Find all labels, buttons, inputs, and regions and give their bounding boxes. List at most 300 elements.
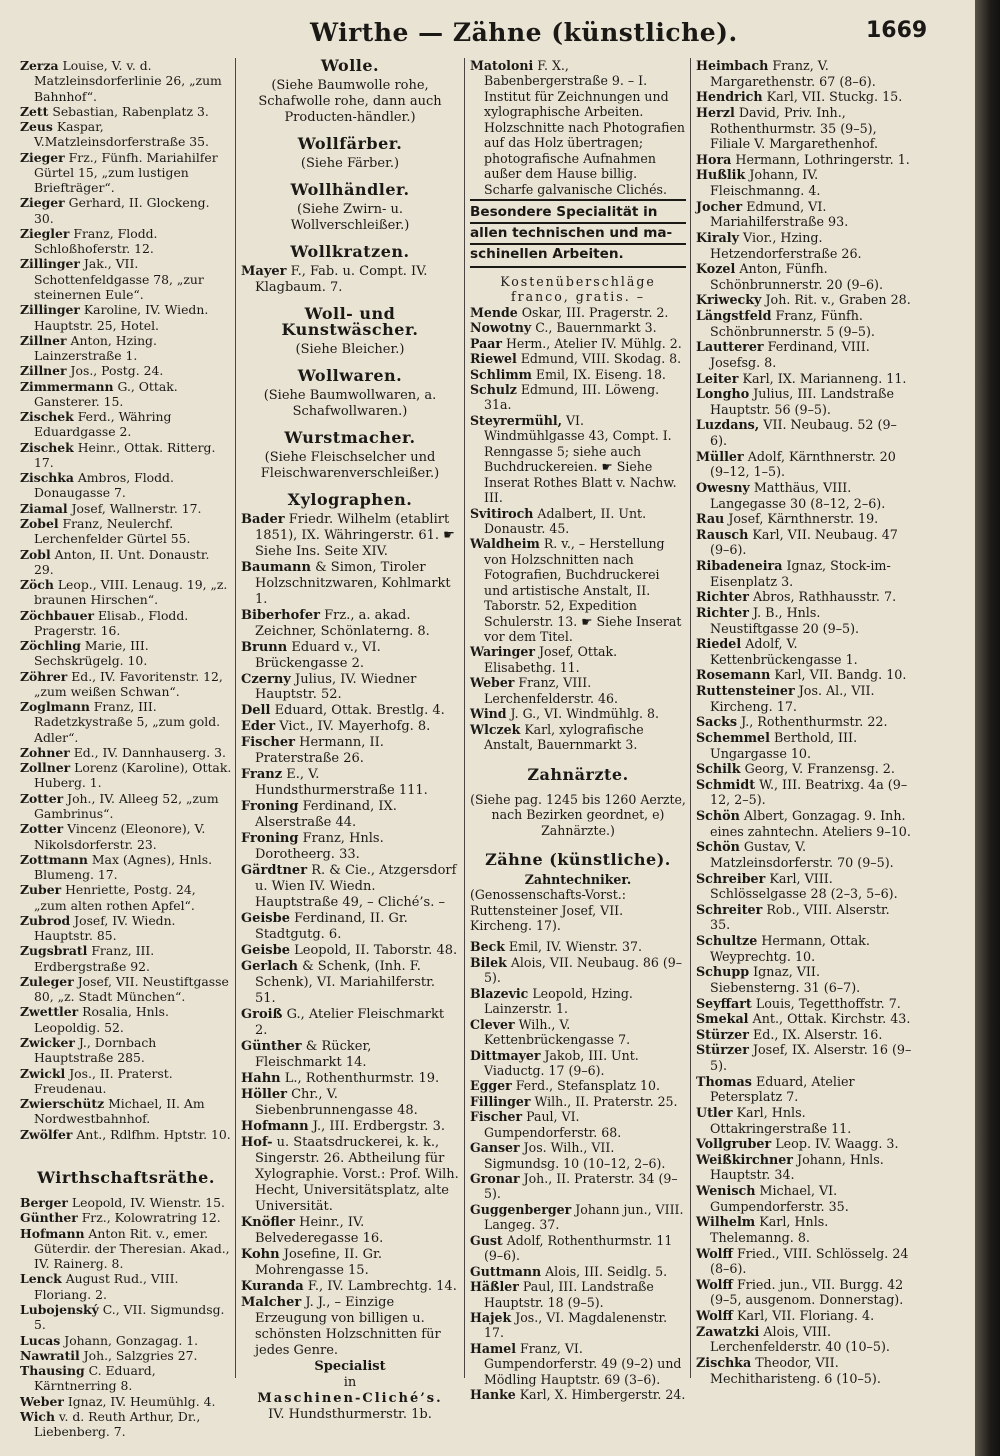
directory-entry (241, 735, 459, 767)
entry-name: Blazevic (470, 985, 529, 1001)
directory-entry (470, 675, 686, 706)
entry-text: Ed., IV. Dannhauserg. 3. (73, 744, 226, 760)
column-3 (470, 58, 686, 1403)
directory-entry (20, 1195, 232, 1210)
entry-name: Hofmann (241, 1119, 309, 1135)
directory-entry (696, 871, 912, 902)
directory-entry (20, 913, 232, 944)
entry-name: Hamel (470, 1340, 517, 1356)
section-heading-zaehne: Zähne (künstliche). (485, 850, 671, 870)
directory-entry (696, 1246, 912, 1277)
directory-entry (20, 638, 232, 669)
entry-name: Schön (696, 808, 740, 823)
entry-name: Wlczek (470, 721, 521, 737)
entry-name: Thomas (696, 1073, 752, 1089)
entry-name: Froning (241, 831, 299, 847)
entry-name: Wilhelm (696, 1214, 756, 1230)
entry-name: Zottmann (20, 851, 88, 867)
entry-name: Rausch (696, 526, 749, 542)
entry-name: Zischek (20, 439, 74, 455)
entry-name: Czerny (241, 671, 291, 687)
entry-name: Müller (696, 448, 744, 464)
entry-name: Schmidt (696, 776, 756, 792)
column-2 (241, 58, 459, 1423)
entry-text: Ant., Rdlfhm. Hptstr. 10. (76, 1126, 231, 1142)
directory-entry (20, 1226, 232, 1272)
entry-name: Zeus (20, 119, 53, 135)
directory-entry (696, 1355, 912, 1386)
entry-name: Gerlach (241, 959, 298, 975)
directory-entry (696, 558, 912, 589)
directory-entry (696, 839, 912, 870)
entry-text: Josef, VII. Neustiftgasse 80, „z. Stadt München“. (34, 973, 229, 1005)
entry-name: Steyrermühl, (470, 412, 562, 428)
entry-text: VII. Neubaug. 52 (9–6). (710, 417, 897, 448)
section-heading-zahnaerzte: Zahnärzte. (527, 764, 629, 784)
entry-name: Kriwecky (696, 292, 762, 308)
entry-text: VI. Windmühlgasse 43, Compt. I. Renngasse 5; siehe auch Buchdruckereien. ☛ Siehe Inserat Rothes Blatt v. Nachw. III. (484, 412, 677, 506)
entry-name: Dittmayer (470, 1047, 541, 1063)
entry-text: Leop., VIII. Lenaug. 19, „z. braunen Hirschen“. (34, 577, 228, 608)
entry-name: Schultze (696, 933, 758, 948)
entry-name: Hußlik (696, 167, 746, 183)
cross-reference: (Siehe Färber.) (300, 155, 400, 171)
entry-name: Leiter (696, 370, 739, 386)
directory-entry (470, 367, 686, 382)
directory-entry (696, 761, 912, 777)
entry-text: Karoline, IV. Wiedn. Hauptstr. 25, Hotel. (34, 302, 209, 333)
directory-entry (20, 577, 232, 608)
entry-name: Lubojenský (20, 1301, 99, 1317)
entry-text: Jos., II. Praterst. Freudenau. (34, 1065, 173, 1096)
directory-entry (470, 413, 686, 506)
directory-entry (470, 1171, 686, 1202)
entry-text: Ignaz, VII. Siebensterng. 31 (6–7). (710, 964, 861, 995)
entry-text: Eduard, Atelier Petersplatz 7. (710, 1073, 855, 1105)
entry-name: Nawratil (20, 1347, 80, 1363)
section-heading-wollhaendler: Wollhändler. (290, 179, 410, 199)
entry-text: Michael, VI. Gumpendorferstr. 35. (710, 1183, 849, 1214)
directory-entry (20, 1302, 232, 1333)
directory-entry (20, 943, 232, 974)
directory-entry (20, 150, 232, 196)
directory-entry (470, 1048, 686, 1079)
directory-entry (696, 933, 912, 964)
entry-text: Louis, Tegetthoffstr. 7. (755, 995, 901, 1011)
entry-text: Rob., VIII. Alserstr. 35. (710, 901, 890, 933)
entry-name: Eder (241, 719, 276, 735)
malcher-maschinen-cliches: Maschinen-Cliché’s. (257, 1390, 443, 1406)
entry-name: Zobl (20, 546, 51, 562)
entry-text: Gustav, V. Matzleinsdorferstr. 70 (9–5). (710, 839, 894, 870)
directory-entry (470, 320, 686, 335)
directory-entry (696, 89, 912, 105)
entry-name: Weißkirchner (696, 1151, 793, 1167)
entry-text: Anton, Hzing. Lainzerstraße 1. (34, 332, 157, 364)
directory-entry (470, 1202, 686, 1233)
entry-text: Karl, VIII. Schlösselgasse 28 (2–3, 5–6). (710, 870, 898, 902)
directory-entry (20, 760, 232, 791)
entry-name: Zugsbratl (20, 943, 88, 959)
directory-entry (241, 831, 459, 863)
entry-name: Zwierschütz (20, 1096, 105, 1112)
directory-entry (241, 640, 459, 672)
entry-text: Edmund, VI. Mariahilferstraße 93. (710, 198, 849, 230)
directory-entry (20, 699, 232, 745)
directory-entry (470, 722, 686, 753)
directory-entry (470, 1078, 686, 1093)
directory-entry (696, 230, 912, 261)
cost-estimate-note: Kostenüberschläge franco, gratis. – (500, 273, 656, 305)
banner-line: allen technischen und ma- (470, 222, 686, 243)
entry-name: Zöch (20, 577, 54, 593)
entry-text: Emil, IV. Wienstr. 37. (508, 939, 643, 955)
entry-text: Karl, IX. Marianneng. 11. (742, 370, 907, 386)
directory-entry (470, 986, 686, 1017)
directory-entry (20, 119, 232, 150)
directory-entry (20, 1210, 232, 1225)
entry-text: C. Eduard, Kärntnerring 8. (34, 1363, 156, 1394)
entry-name: Knöfler (241, 1214, 295, 1230)
directory-entry (696, 1214, 912, 1245)
directory-entry (470, 305, 686, 320)
directory-entry (241, 767, 459, 799)
entry-text: Ferd., Währing Eduardgasse 2. (34, 409, 172, 440)
entry-text: Vincenz (Eleonore), V. Nikolsdorferstr. 23. (34, 821, 206, 852)
directory-entry (20, 1035, 232, 1066)
entry-name: Schön (696, 839, 740, 855)
directory-entry (470, 1017, 686, 1048)
entry-name: Hofmann (20, 1225, 85, 1241)
entry-name: Lenck (20, 1271, 62, 1287)
entry-text: C., Bauernmarkt 3. (535, 320, 657, 336)
column-rule (235, 58, 236, 1378)
entry-text: Wilh., II. Praterstr. 25. (534, 1093, 678, 1109)
directory-entry (696, 605, 912, 636)
entry-name: Zieger (20, 149, 65, 165)
directory-entry (241, 672, 459, 704)
entry-text: Johann, IV. Fleischmanng. 4. (710, 167, 821, 198)
directory-entry (696, 1042, 912, 1073)
directory-entry (20, 1066, 232, 1097)
entry-text: Hermann, Ottak. Weyprechtg. 10. (710, 933, 870, 964)
entry-text: Josef, Ottak. Elisabethg. 11. (484, 644, 618, 675)
directory-entry (696, 261, 912, 292)
entry-text: Leopold, IV. Wienstr. 15. (71, 1195, 225, 1211)
entry-text: Theodor, VII. Mechitharisteng. 6 (10–5). (710, 1354, 881, 1386)
entry-text: J., Dornbach Hauptstraße 285. (34, 1035, 157, 1066)
entry-text: Alois, VIII. Lerchenfelderstr. 40 (10–5). (710, 1323, 890, 1355)
directory-entry (696, 777, 912, 808)
entry-name: Ziegler (20, 225, 70, 241)
directory-entry (696, 386, 912, 417)
entry-name: Thausing (20, 1363, 85, 1379)
entry-text: Henriette, Postg. 24, „zum alten rothen Apfel“. (34, 882, 196, 913)
entry-text: Franz, Fünfh. Schönbrunnerstr. 5 (9–5). (710, 308, 875, 339)
entry-name: Höller (241, 1087, 287, 1103)
directory-entry (241, 911, 459, 943)
entry-name: Fischer (241, 735, 295, 751)
directory-entry (470, 351, 686, 366)
entry-text: Heinr., Ottak. Ritterg. 17. (34, 439, 216, 470)
directory-entry (696, 511, 912, 527)
directory-entry (20, 669, 232, 700)
entry-name: Stürzer (696, 1026, 749, 1042)
entry-name: Riewel (470, 351, 517, 367)
directory-entry (20, 821, 232, 852)
directory-entry (20, 1333, 232, 1348)
entry-name: Schulz (470, 382, 517, 397)
entry-name: Hahn (241, 1071, 281, 1087)
entry-name: Gust (470, 1232, 503, 1248)
directory-entry-matoloni (470, 58, 686, 197)
entry-text: Adolf, Rothenthurmstr. 11 (9–6). (484, 1232, 673, 1264)
entry-name: Günther (20, 1210, 78, 1226)
entry-text: Vict., IV. Mayerhofg. 8. (279, 719, 431, 735)
directory-entry (470, 955, 686, 986)
cross-reference: (Siehe Baumwolle rohe, Schafwolle rohe, dann auch Producten-händler.) (258, 77, 442, 125)
entry-name: Heimbach (696, 58, 769, 73)
entry-text: Friedr. Wilhelm (etablirt 1851), IX. Währingerstr. 61. ☛ Siehe Ins. Seite XIV. (255, 511, 455, 559)
directory-entry (20, 745, 232, 760)
directory-entry (241, 1071, 459, 1087)
entry-text: Eduard v., VI. Brückengasse 2. (255, 639, 381, 671)
directory-entry (470, 1140, 686, 1171)
entry-name: Lucas (20, 1332, 61, 1348)
entry-text: Franz, VI. Gumpendorferstr. 49 (9–2) und Mödling Hauptstr. 69 (3–6). (484, 1340, 682, 1387)
entry-name: Schilk (696, 761, 741, 777)
entry-text: Johann, Hnls. Hauptstr. 34. (710, 1151, 884, 1183)
entry-text: J. G., VI. Windmühlg. 8. (510, 706, 659, 722)
directory-entry (241, 863, 459, 911)
entry-name: Seyffart (696, 995, 752, 1011)
entry-text: Ferdinand, II. Gr. Stadtgutg. 6. (255, 911, 408, 943)
entry-name: Zohner (20, 744, 70, 760)
entry-text: Emil, IX. Eiseng. 18. (535, 366, 666, 382)
entry-text: Leopold, Hzing. Lainzerstr. 1. (484, 985, 633, 1017)
directory-entry (20, 256, 232, 302)
directory-entry (696, 1152, 912, 1183)
entry-name: Zillinger (20, 256, 80, 272)
directory-entry (696, 730, 912, 761)
entry-text: u. Staatsdruckerei, k. k., Singerstr. 26. Abtheilung für Xylographie. Vorst.: Prof. Wilh. Hecht, Universitätsplatz, alte Universität. (255, 1135, 459, 1214)
entry-name: Weber (470, 675, 515, 691)
entry-text: Joh. Rit. v., Graben 28. (765, 292, 911, 308)
directory-entry (696, 714, 912, 730)
directory-entry (241, 560, 459, 608)
entry-text: Vior., Hzing. Hetzendorferstraße 26. (710, 229, 862, 261)
directory-entry (470, 706, 686, 721)
entry-name: Paar (470, 335, 502, 351)
directory-entry (20, 1363, 232, 1394)
directory-entry (696, 1308, 912, 1324)
entry-text: Ferdinand, IX. Alserstraße 44. (255, 799, 397, 831)
entry-text: E., V. Hundsthurmerstraße 111. (255, 767, 428, 799)
directory-entry (696, 1136, 912, 1152)
entry-name: Waringer (470, 644, 535, 660)
entry-text: Lorenz (Karoline), Ottak. Huberg. 1. (34, 760, 232, 791)
directory-entry (696, 808, 912, 839)
section-heading-wollkratzen: Wollkratzen. (290, 241, 410, 261)
entry-text: J. B., Hnls. Neustiftgasse 20 (9–5). (710, 604, 860, 636)
entry-text: Michael, II. Am Nordwestbahnhof. (34, 1096, 205, 1127)
directory-entry (241, 1215, 459, 1247)
directory-entry (20, 195, 232, 226)
entry-text: Kaspar, V.Matzleinsdorferstraße 35. (34, 119, 209, 150)
directory-entry (470, 1279, 686, 1310)
entry-list-wirthe (20, 58, 232, 1142)
entry-text: G., Atelier Fleischmarkt 2. (255, 1007, 445, 1039)
directory-entry (696, 683, 912, 714)
entry-text: & Simon, Tiroler Holzschnitzwaren, Kohlmarkt 1. (255, 559, 451, 607)
directory-entry (696, 1277, 912, 1308)
entry-name: Zuleger (20, 973, 74, 989)
entry-text: Anton, Fünfh. Schönbrunnerstr. 20 (9–6). (710, 261, 883, 292)
entry-name: Kiraly (696, 229, 739, 245)
directory-entry (470, 1387, 686, 1402)
entry-text: Karl, Hnls. Ottakringerstraße 11. (710, 1104, 852, 1136)
entry-text: Herm., Atelier IV. Mühlg. 2. (505, 335, 682, 351)
entry-text: W., III. Beatrixg. 4a (9–12, 2–5). (710, 776, 908, 808)
entry-name: Ribadeneira (696, 558, 783, 573)
entry-name: Dell (241, 703, 271, 719)
directory-entry (20, 608, 232, 639)
directory-entry (470, 336, 686, 351)
entry-text: Adolf, V. Kettenbrückengasse 1. (710, 636, 858, 667)
entry-name: Matoloni (470, 58, 534, 73)
directory-entry (241, 1087, 459, 1119)
directory-entry (470, 382, 686, 413)
entry-text: Paul, VI. Gumpendorferstr. 68. (484, 1109, 622, 1140)
entry-name: Kohn (241, 1246, 280, 1262)
section-heading-xylographen: Xylographen. (287, 489, 413, 509)
entry-text: Louise, V. v. d. Matzleinsdorferlinie 26, „zum Bahnhof“. (34, 58, 222, 104)
entry-text: Georg, V. Franzensg. 2. (744, 761, 895, 777)
entry-text: Franz, Hnls. Dorotheerg. 33. (255, 831, 384, 863)
entry-name: Vollgruber (696, 1136, 772, 1152)
entry-name: Zobel (20, 515, 59, 531)
entry-name: Richter (696, 589, 749, 605)
entry-text: Gerhard, II. Glockeng. 30. (34, 195, 210, 226)
entry-text: Karl, X. Himbergerstr. 24. (519, 1387, 686, 1403)
directory-entry (20, 226, 232, 257)
entry-list-wirthschaftsraethe (20, 1195, 232, 1439)
entry-text: F. X., Babenbergerstraße 9. – I. Institut für Zeichnungen und xylographische Arbeiten. Holzschnitte nach Photografien auf das Holz übertragen; photografische Aufnahmen außer dem Hause billig. Scharfe galvanische Clichés. (484, 58, 685, 197)
directory-entry (470, 644, 686, 675)
directory-entry (696, 1105, 912, 1136)
directory-entry (696, 417, 912, 448)
entry-text: v. d. Reuth Arthur, Dr., Liebenberg. 7. (34, 1408, 201, 1440)
cross-reference: (Siehe pag. 1245 bis 1260 Aerzte, nach Bezirken geordnet, e) Zahnärzte.) (470, 791, 686, 838)
directory-entry (241, 959, 459, 1007)
page-number: 1669 (866, 18, 928, 43)
directory-entry (696, 167, 912, 198)
entry-name: Baumann (241, 559, 311, 575)
guild-note: (Genossenschafts-Vorst.: Ruttensteiner Josef, VII. Kircheng. 17). (470, 887, 626, 933)
subheading-zahntechniker: Zahntechniker. (524, 871, 632, 887)
entry-name: Rau (696, 511, 725, 527)
entry-name: Zotter (20, 821, 64, 837)
directory-entry (241, 703, 459, 719)
entry-text: Oskar, III. Pragerstr. 2. (521, 304, 669, 320)
entry-name: Zieger (20, 195, 65, 211)
directory-entry (20, 440, 232, 471)
entry-text: Jos., VI. Magdalenenstr. 17. (484, 1309, 668, 1341)
page-title: Wirthe — Zähne (künstliche). (310, 18, 738, 47)
entry-text: Sebastian, Rabenplatz 3. (52, 103, 209, 119)
directory-entry (20, 1004, 232, 1035)
directory-entry (241, 512, 459, 560)
entry-text: Matthäus, VIII. Langegasse 30 (8–12, 2–6). (710, 479, 886, 511)
directory-entry (241, 1135, 459, 1215)
directory-entry (241, 943, 459, 959)
entry-name: Zillner (20, 332, 67, 348)
entry-name: Mende (470, 304, 518, 320)
directory-entry (696, 1324, 912, 1355)
entry-text: Anton, II. Unt. Donaustr. 29. (34, 546, 210, 577)
directory-entry (696, 199, 912, 230)
entry-name: Groiß (241, 1007, 283, 1023)
entry-text: Franz, VIII. Lerchenfelderstr. 46. (484, 675, 618, 706)
entry-text: Josef, Kärnthnerstr. 19. (728, 511, 879, 527)
directory-entry (20, 547, 232, 578)
directory-entry (470, 1341, 686, 1387)
entry-text: Ignaz, IV. Heumühlg. 4. (67, 1393, 216, 1409)
directory-entry (470, 1233, 686, 1264)
entry-text: Jos., Postg. 24. (70, 363, 164, 379)
column-4 (696, 58, 912, 1386)
directory-entry (241, 1007, 459, 1039)
directory-entry (470, 1264, 686, 1279)
entry-text: Edmund, VIII. Skodag. 8. (520, 351, 682, 367)
directory-entry (241, 1119, 459, 1135)
entry-text: Hermann, II. Praterstraße 26. (255, 735, 384, 767)
entry-text: Edmund, III. Löweng. 31a. (484, 382, 660, 413)
section-heading-wurstmacher: Wurstmacher. (284, 427, 416, 447)
entry-list-zahntechniker-cont (696, 58, 912, 1386)
book-spine-edge (975, 0, 1000, 1456)
entry-text: Paul, III. Landstraße Hauptstr. 18 (9–5). (484, 1279, 654, 1310)
entry-text: Josefine, II. Gr. Mohrengasse 15. (255, 1246, 382, 1278)
entry-name: Bader (241, 511, 285, 527)
directory-entry (20, 1096, 232, 1127)
entry-name: Fillinger (470, 1093, 531, 1109)
directory-entry (20, 379, 232, 410)
specialty-banner (470, 199, 686, 268)
entry-text: L., Rothenthurmstr. 19. (284, 1071, 440, 1087)
directory-entry (20, 58, 232, 104)
entry-text: J., III. Erdbergstr. 3. (312, 1119, 445, 1135)
entry-text: Joh., IV. Alleeg 52, „zum Gambrinus“. (34, 790, 219, 822)
entry-name: Zöchbauer (20, 607, 94, 623)
directory-entry (20, 501, 232, 516)
entry-name: Zerza (20, 58, 59, 73)
section-heading-wolle: Wolle. (320, 56, 380, 75)
entry-text: August Rud., VIII. Floriang. 2. (34, 1271, 179, 1302)
entry-list-xylographen (241, 512, 459, 1359)
directory-entry (696, 1011, 912, 1027)
directory-entry (241, 608, 459, 640)
entry-name: Hanke (470, 1387, 516, 1403)
entry-name: Brunn (241, 639, 288, 655)
entry-name: Lautterer (696, 339, 764, 355)
entry-text: Ant., Ottak. Kirchstr. 43. (752, 1011, 911, 1027)
directory-entry (20, 1348, 232, 1363)
entry-text: Elisab., Flodd. Pragerstr. 16. (34, 607, 189, 638)
entry-name: Wich (20, 1408, 55, 1424)
entry-text: Karl, xylografische Anstalt, Bauernmarkt 3. (484, 721, 644, 753)
entry-name: Zwickl (20, 1065, 66, 1081)
